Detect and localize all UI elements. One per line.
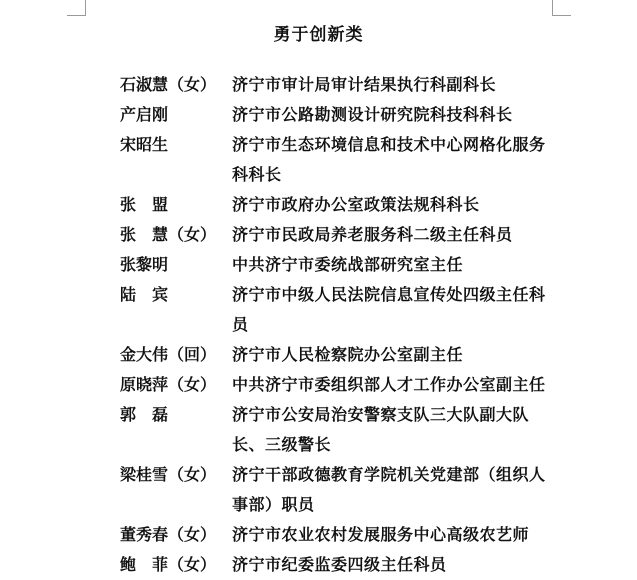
crop-mark-right-horizontal [552, 15, 571, 16]
honoree-position: 济宁市民政局养老服务科二级主任科员 [232, 225, 513, 244]
list-item [120, 400, 560, 460]
honoree-position: 济宁市审计局审计结果执行科副科长 [232, 75, 497, 94]
section-title: 勇于创新类 [273, 25, 364, 45]
list-item [120, 370, 560, 400]
honoree-name: 产启刚 [120, 105, 169, 124]
list-item [120, 340, 560, 370]
honoree-name: 原晓萍（女） [120, 375, 217, 394]
list-item [120, 460, 560, 520]
honoree-name: 鲍 菲（女） [120, 555, 217, 574]
crop-mark-left-horizontal [67, 15, 86, 16]
list-item [120, 520, 560, 550]
list-item [120, 100, 560, 130]
list-item [120, 550, 560, 580]
honoree-name: 张 盟 [120, 195, 169, 214]
honoree-position: 济宁市生态环境信息和技术中心网格化服务科科长 [232, 135, 546, 184]
honoree-list [120, 70, 560, 580]
honoree-position: 济宁市政府办公室政策法规科科长 [232, 195, 480, 214]
list-item [120, 190, 560, 220]
list-item [120, 250, 560, 280]
list-item [120, 70, 560, 100]
honoree-position: 济宁市人民检察院办公室副主任 [232, 345, 464, 364]
crop-mark-left-vertical [85, 0, 86, 16]
honoree-name: 金大伟（回） [120, 345, 217, 364]
honoree-name: 梁桂雪（女） [120, 465, 217, 484]
crop-mark-right-vertical [552, 0, 553, 16]
honoree-position: 济宁干部政德教育学院机关党建部（组织人事部）职员 [232, 465, 546, 514]
honoree-position: 中共济宁市委统战部研究室主任 [232, 255, 464, 274]
honoree-position: 济宁市农业农村发展服务中心高级农艺师 [232, 525, 530, 544]
honoree-position: 济宁市中级人民法院信息宣传处四级主任科员 [232, 285, 546, 334]
honoree-position: 济宁市公安局治安警察支队三大队副大队长、三级警长 [232, 405, 530, 454]
list-item [120, 220, 560, 250]
honoree-name: 陆 宾 [120, 285, 169, 304]
honoree-position: 中共济宁市委组织部人才工作办公室副主任 [232, 375, 546, 394]
honoree-name: 张 慧（女） [120, 225, 217, 244]
honoree-name: 石淑慧（女） [120, 75, 217, 94]
list-item [120, 130, 560, 190]
honoree-name: 张黎明 [120, 255, 169, 274]
honoree-name: 宋昭生 [120, 135, 169, 154]
honoree-name: 郭 磊 [120, 405, 169, 424]
honoree-position: 济宁市公路勘测设计研究院科技科科长 [232, 105, 513, 124]
list-item [120, 280, 560, 340]
honoree-name: 董秀春（女） [120, 525, 217, 544]
honoree-position: 济宁市纪委监委四级主任科员 [232, 555, 447, 574]
